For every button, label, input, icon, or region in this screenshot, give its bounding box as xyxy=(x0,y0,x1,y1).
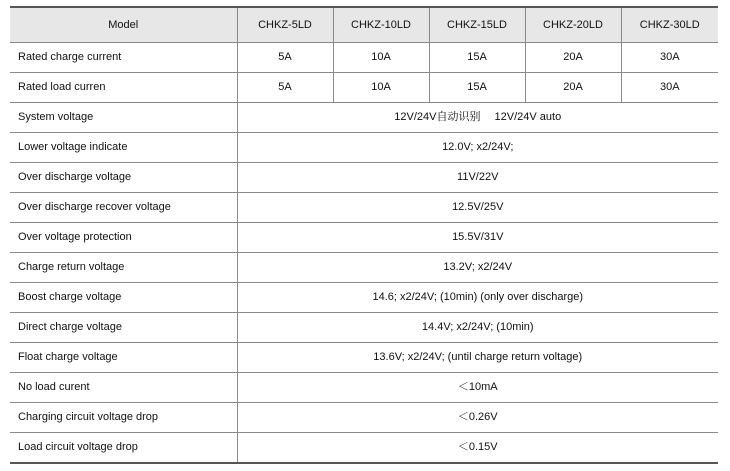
header-chkz-10ld: CHKZ-10LD xyxy=(333,7,429,43)
row-label: Rated load curren xyxy=(10,73,237,103)
cell-value: ＜0.15V xyxy=(237,433,718,464)
cell-value: 20A xyxy=(525,43,621,73)
cell-value: 20A xyxy=(525,73,621,103)
table-row xyxy=(10,103,718,133)
row-label: Over discharge recover voltage xyxy=(10,193,237,223)
row-label: Load circuit voltage drop xyxy=(10,433,237,464)
row-label: Lower voltage indicate xyxy=(10,133,237,163)
cell-value: 14.4V; x2/24V; (10min) xyxy=(237,313,718,343)
cell-value: 14.6; x2/24V; (10min) (only over discharge) xyxy=(237,283,718,313)
table-row xyxy=(10,193,718,223)
table-header-row xyxy=(10,7,718,43)
cell-value: 11V/22V xyxy=(237,163,718,193)
cell-value: 13.2V; x2/24V xyxy=(237,253,718,283)
cell-value: 5A xyxy=(237,73,333,103)
row-label: System voltage xyxy=(10,103,237,133)
header-chkz-5ld: CHKZ-5LD xyxy=(237,7,333,43)
table-row xyxy=(10,133,718,163)
cell-value: 15A xyxy=(429,43,525,73)
header-chkz-20ld: CHKZ-20LD xyxy=(525,7,621,43)
cell-value: 13.6V; x2/24V; (until charge return voltage) xyxy=(237,343,718,373)
row-label: Rated charge current xyxy=(10,43,237,73)
row-label: Over discharge voltage xyxy=(10,163,237,193)
header-chkz-30ld: CHKZ-30LD xyxy=(621,7,718,43)
cell-value: 30A xyxy=(621,73,718,103)
cell-value: 15.5V/31V xyxy=(237,223,718,253)
table-row xyxy=(10,163,718,193)
row-label: Charging circuit voltage drop xyxy=(10,403,237,433)
table-row xyxy=(10,403,718,433)
cell-value: 10A xyxy=(333,43,429,73)
header-model: Model xyxy=(10,7,237,43)
row-label: Direct charge voltage xyxy=(10,313,237,343)
table-row xyxy=(10,313,718,343)
cell-value: ＜10mA xyxy=(237,373,718,403)
table-row xyxy=(10,253,718,283)
spec-table xyxy=(10,6,718,464)
table-row xyxy=(10,283,718,313)
table-row xyxy=(10,433,718,464)
table-row xyxy=(10,223,718,253)
cell-value: ＜0.26V xyxy=(237,403,718,433)
row-label: Charge return voltage xyxy=(10,253,237,283)
table-row xyxy=(10,343,718,373)
row-label: Float charge voltage xyxy=(10,343,237,373)
cell-value: 12V/24V自动识别 12V/24V auto xyxy=(237,103,718,133)
row-label: Over voltage protection xyxy=(10,223,237,253)
table-row xyxy=(10,43,718,73)
row-label: No load curent xyxy=(10,373,237,403)
cell-value: 15A xyxy=(429,73,525,103)
table-row xyxy=(10,373,718,403)
row-label: Boost charge voltage xyxy=(10,283,237,313)
header-chkz-15ld: CHKZ-15LD xyxy=(429,7,525,43)
cell-value: 12.5V/25V xyxy=(237,193,718,223)
cell-value: 10A xyxy=(333,73,429,103)
table-row xyxy=(10,73,718,103)
cell-value: 12.0V; x2/24V; xyxy=(237,133,718,163)
cell-value: 30A xyxy=(621,43,718,73)
cell-value: 5A xyxy=(237,43,333,73)
